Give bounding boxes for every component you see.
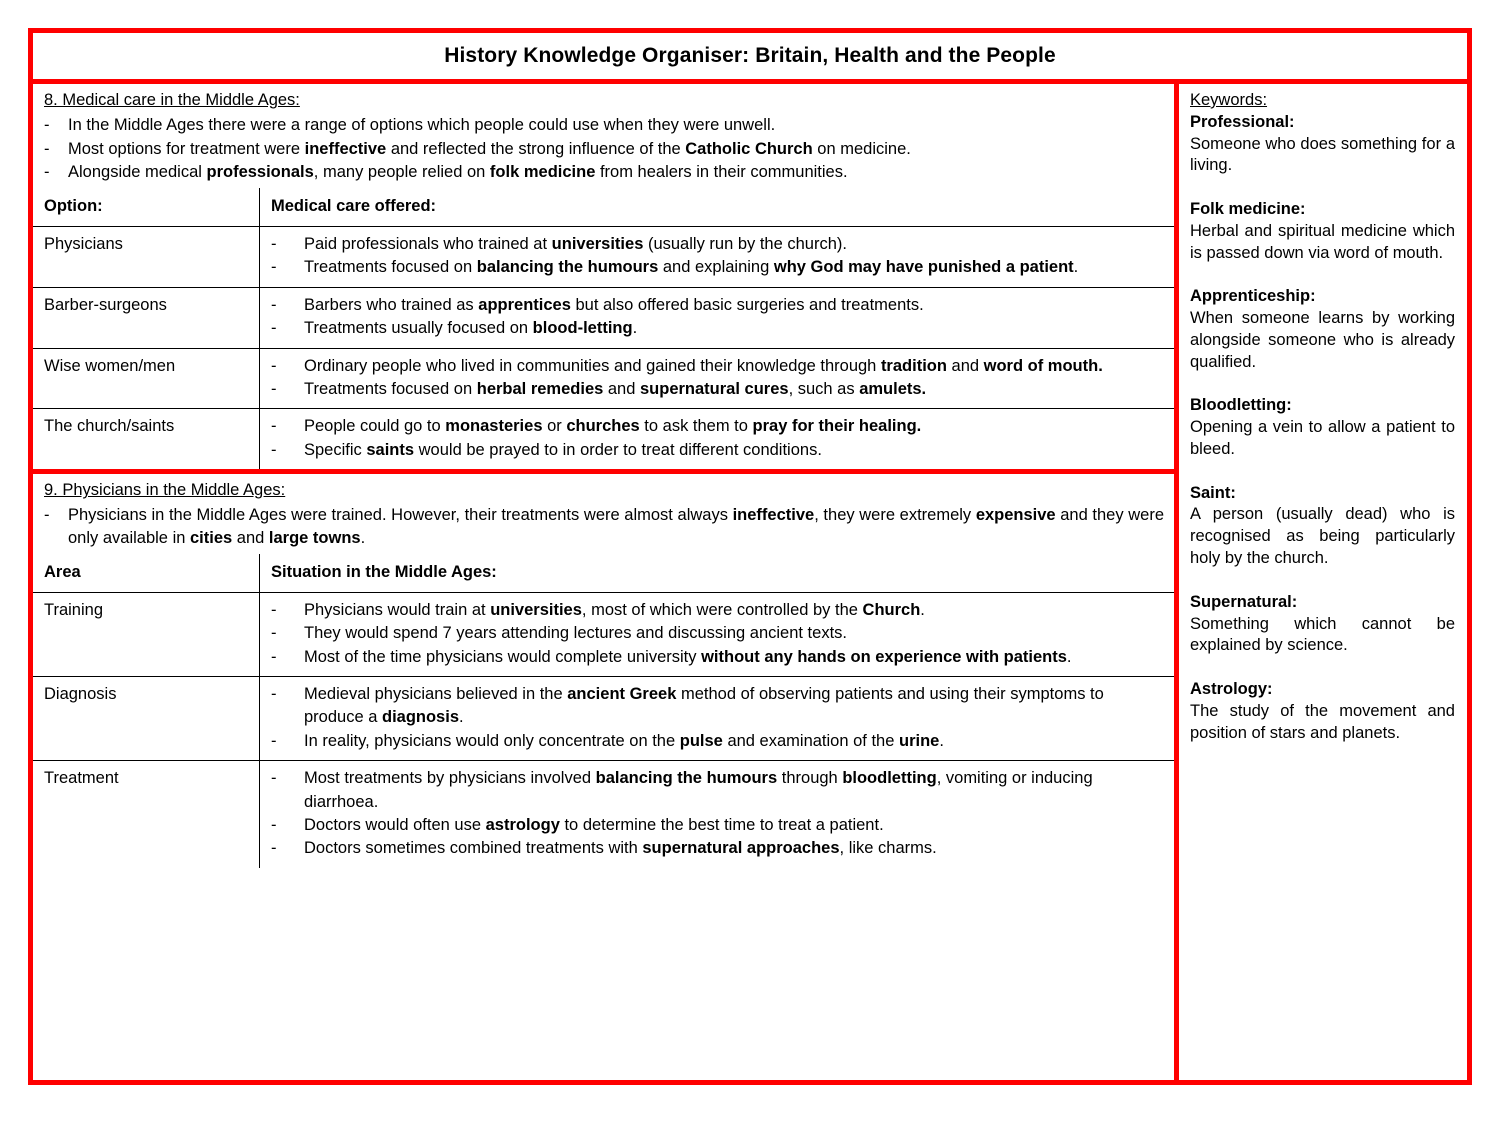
list-item: - Treatments focused on herbal remedies and supernatural cures, such as amulets. <box>271 378 1166 401</box>
row-content-wise-women-men <box>260 348 1175 409</box>
row-label-wise-women-men: Wise women/men <box>33 348 260 409</box>
row-label-physicians: Physicians <box>33 226 260 287</box>
bullet-dash-icon: - <box>271 839 277 858</box>
section-9-intro <box>33 474 1174 554</box>
row-label-church-saints: The church/saints <box>33 409 260 469</box>
list-item: - They would spend 7 years attending lectures and discussing ancient texts. <box>271 622 1166 645</box>
table-row <box>33 761 1174 868</box>
keyword-definition-professional: Someone who does something for a living. <box>1190 134 1455 175</box>
keyword-term-apprenticeship: Apprenticeship: <box>1190 287 1316 306</box>
list-item: - Specific saints would be prayed to in order to treat different conditions. <box>271 439 1166 462</box>
row-content-physicians <box>260 226 1175 287</box>
section-9-heading: 9. Physicians in the Middle Ages: <box>44 481 286 500</box>
section-8-table <box>33 188 1174 469</box>
section-8-bullet-1: Most options for treatment were ineffective and reflected the strong influence of the Catholic Church on medicine. <box>68 139 911 158</box>
knowledge-organiser-page <box>28 28 1472 1085</box>
keyword-term-folk-medicine: Folk medicine: <box>1190 200 1306 219</box>
row-content-training <box>260 592 1175 676</box>
row-label-diagnosis: Diagnosis <box>33 676 260 760</box>
bullet-dash-icon: - <box>271 379 277 398</box>
section-8-bullet-0: In the Middle Ages there were a range of options which people could use when they were unwell. <box>68 116 776 135</box>
main-content-column <box>33 84 1174 1080</box>
list-item <box>44 504 1164 549</box>
cell-bullet-list <box>271 599 1166 669</box>
list-item: - Paid professionals who trained at universities (usually run by the church). <box>271 233 1166 256</box>
table-row <box>33 676 1174 760</box>
column-header-area: Area <box>33 554 260 592</box>
page-title: History Knowledge Organiser: Britain, Health and the People <box>444 44 1056 67</box>
bullet-dash-icon: - <box>44 506 50 525</box>
keyword-definition-folk-medicine: Herbal and spiritual medicine which is passed down via word of mouth. <box>1190 221 1455 262</box>
bullet-dash-icon: - <box>44 162 50 181</box>
keyword-definition-supernatural: Something which cannot be explained by science. <box>1190 614 1455 655</box>
column-header-medical-care: Medical care offered: <box>260 188 1175 226</box>
bullet-dash-icon: - <box>271 624 277 643</box>
section-8-bullet-2: Alongside medical professionals, many people relied on folk medicine from healers in their communities. <box>68 162 848 181</box>
bullet-dash-icon: - <box>271 647 277 666</box>
list-item: - Most of the time physicians would complete university without any hands on experience with patients. <box>271 646 1166 669</box>
row-label-treatment: Treatment <box>33 761 260 868</box>
keyword-definition-saint: A person (usually dead) who is recognised as being particularly holy by the church. <box>1190 505 1455 568</box>
list-item: - Physicians would train at universities, most of which were controlled by the Church. <box>271 599 1166 622</box>
section-9-bullet-list <box>44 504 1164 549</box>
row-label-training: Training <box>33 592 260 676</box>
table-row <box>33 226 1174 287</box>
list-item: - Treatments focused on balancing the humours and explaining why God may have punished a patient. <box>271 256 1166 279</box>
bullet-dash-icon: - <box>44 139 50 158</box>
cell-bullet-list <box>271 683 1166 753</box>
keyword-term-astrology: Astrology: <box>1190 680 1273 699</box>
table-row <box>33 409 1174 469</box>
bullet-dash-icon: - <box>271 731 277 750</box>
page-title-bar <box>33 33 1467 84</box>
list-item: - Ordinary people who lived in communities and gained their knowledge through tradition and word of mouth. <box>271 355 1166 378</box>
bullet-dash-icon: - <box>271 440 277 459</box>
row-label-barber-surgeons: Barber-surgeons <box>33 287 260 348</box>
bullet-dash-icon: - <box>271 769 277 788</box>
keyword-definition-apprenticeship: When someone learns by working alongside someone who is already qualified. <box>1190 309 1455 371</box>
list-item: - People could go to monasteries or churches to ask them to pray for their healing. <box>271 415 1166 438</box>
keyword-term-bloodletting: Bloodletting: <box>1190 396 1292 415</box>
bullet-dash-icon: - <box>271 417 277 436</box>
list-item <box>44 161 1164 183</box>
bullet-dash-icon: - <box>271 816 277 835</box>
list-item: - Doctors would often use astrology to determine the best time to treat a patient. <box>271 814 1166 837</box>
cell-bullet-list <box>271 294 1166 341</box>
keywords-sidebar <box>1174 84 1467 1080</box>
column-header-situation: Situation in the Middle Ages: <box>260 554 1175 592</box>
keyword-definition-astrology: The study of the movement and position of stars and planets. <box>1190 701 1455 742</box>
row-content-treatment <box>260 761 1175 868</box>
list-item: - Doctors sometimes combined treatments with supernatural approaches, like charms. <box>271 837 1166 860</box>
bullet-dash-icon: - <box>271 295 277 314</box>
keyword-definition-bloodletting: Opening a vein to allow a patient to bleed. <box>1190 418 1455 458</box>
table-header-row <box>33 188 1174 226</box>
list-item: - Barbers who trained as apprentices but also offered basic surgeries and treatments. <box>271 294 1166 317</box>
list-item: - Treatments usually focused on blood-letting. <box>271 317 1166 340</box>
bullet-dash-icon: - <box>271 258 277 277</box>
section-8-intro <box>33 84 1174 188</box>
section-9-bullet-0: Physicians in the Middle Ages were trained. However, their treatments were almost always ineffective, they were extremely expensive and they were only available in cities and large towns. <box>68 506 1165 547</box>
bullet-dash-icon: - <box>271 319 277 338</box>
bullet-dash-icon: - <box>44 116 50 135</box>
list-item <box>44 138 1164 160</box>
section-8 <box>33 84 1174 474</box>
cell-bullet-list <box>271 767 1166 861</box>
section-8-bullet-list <box>44 114 1164 183</box>
keyword-term-professional: Professional: <box>1190 112 1295 131</box>
bullet-dash-icon: - <box>271 684 277 703</box>
cell-bullet-list <box>271 415 1166 462</box>
table-row <box>33 348 1174 409</box>
cell-bullet-list <box>271 355 1166 402</box>
list-item: - Most treatments by physicians involved balancing the humours through bloodletting, vomiting or inducing diarrhoea. <box>271 767 1166 814</box>
bullet-dash-icon: - <box>271 600 277 619</box>
row-content-church-saints <box>260 409 1175 469</box>
column-header-option: Option: <box>33 188 260 226</box>
keyword-term-saint: Saint: <box>1190 483 1236 502</box>
section-8-heading: 8. Medical care in the Middle Ages: <box>44 91 300 109</box>
list-item <box>44 114 1164 136</box>
page-body <box>33 84 1467 1080</box>
table-header-row <box>33 554 1174 592</box>
keywords-heading: Keywords: <box>1190 91 1268 109</box>
cell-bullet-list <box>271 233 1166 280</box>
bullet-dash-icon: - <box>271 356 277 375</box>
bullet-dash-icon: - <box>271 234 277 253</box>
row-content-diagnosis <box>260 676 1175 760</box>
list-item: - Medieval physicians believed in the ancient Greek method of observing patients and using their symptoms to produce a diagnosis. <box>271 683 1166 730</box>
row-content-barber-surgeons <box>260 287 1175 348</box>
table-row <box>33 592 1174 676</box>
keyword-term-supernatural: Supernatural: <box>1190 592 1298 611</box>
section-9 <box>33 474 1174 868</box>
table-row <box>33 287 1174 348</box>
list-item: - In reality, physicians would only concentrate on the pulse and examination of the urine. <box>271 730 1166 753</box>
section-9-table <box>33 554 1174 868</box>
